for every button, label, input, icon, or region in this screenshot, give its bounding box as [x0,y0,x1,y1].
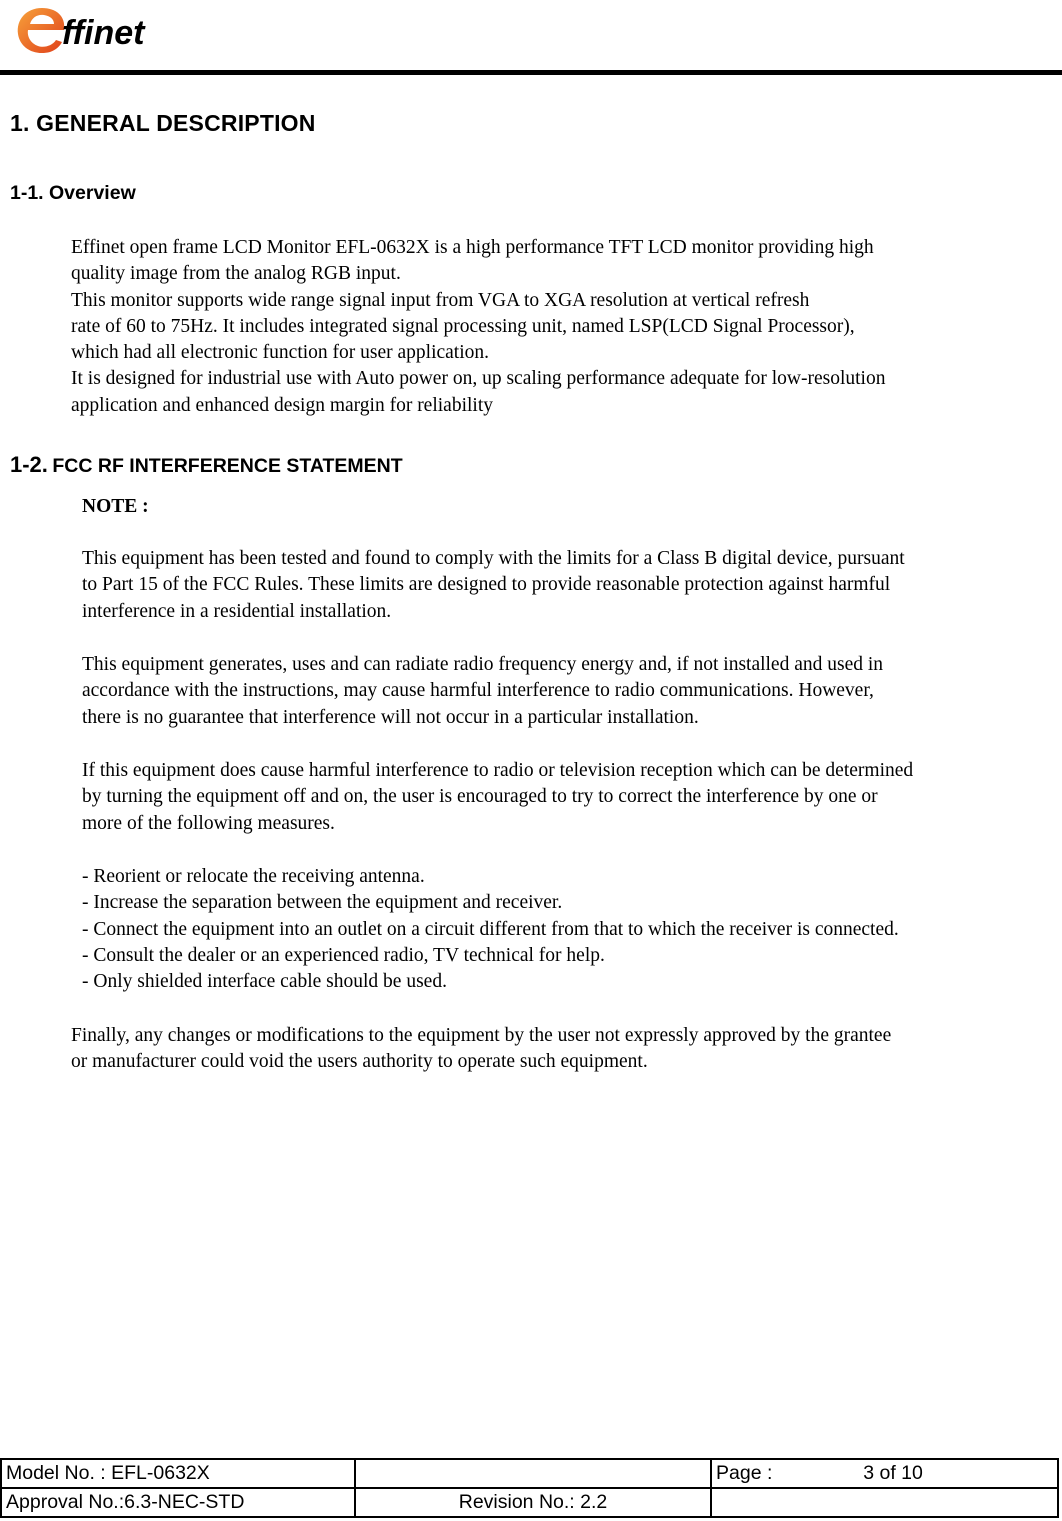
model-number: Model No. : EFL-0632X [1,1459,355,1488]
note-label: NOTE : [82,496,149,517]
list-item: - Only shielded interface cable should be used. [82,971,447,993]
text-line: accordance with the instructions, may cause harmful interference to radio communications. However, [82,680,874,702]
text-line: application and enhanced design margin for reliability [71,394,494,416]
text-line: or manufacturer could void the users authority to operate such equipment. [71,1051,648,1073]
text-line: Effinet open frame LCD Monitor EFL-0632X is a high performance TFT LCD monitor providing high [71,237,874,258]
text-line: This equipment generates, uses and can radiate radio frequency energy and, if not installed and used in [82,654,884,675]
text-line: which had all electronic function for user application. [71,342,490,364]
svg-text:ffinet: ffinet [62,14,145,52]
fcc-final-paragraph [71,1023,891,1076]
page-cell [711,1459,1058,1488]
footer-row [1,1459,1058,1488]
text-line: This monitor supports wide range signal input from VGA to XGA resolution at vertical refresh [71,289,810,311]
text-line: rate of 60 to 75Hz. It includes integrated signal processing unit, named LSP(LCD Signal Processor), [71,315,855,337]
page-label: Page : [716,1462,773,1484]
list-item: - Reorient or relocate the receiving antenna. [82,866,425,887]
fcc-paragraph-3 [82,758,913,837]
overview-paragraph [71,235,885,419]
list-item: - Consult the dealer or an experienced radio, TV technical for help. [82,944,605,966]
text-line: more of the following measures. [82,812,335,834]
effinet-logo-graphic [12,0,182,60]
text-line: interference in a residential installation. [82,600,392,622]
text-line: by turning the equipment off and on, the user is encouraged to try to correct the interference by one or [82,786,878,808]
footer-empty-cell [355,1459,711,1488]
text-line: Finally, any changes or modifications to the equipment by the user not expressly approved by the grantee [71,1025,892,1046]
text-line: It is designed for industrial use with Auto power on, up scaling performance adequate for low-resolution [71,368,886,390]
text-line: quality image from the analog RGB input. [71,263,401,285]
overview-heading: 1-1. Overview [10,182,136,204]
footer-empty-cell [711,1488,1058,1517]
list-item: - Connect the equipment into an outlet on a circuit different from that to which the receiver is connected. [82,918,899,940]
effinet-logo [12,0,182,60]
section-title: 1. GENERAL DESCRIPTION [10,110,316,136]
fcc-heading-text: FCC RF INTERFERENCE STATEMENT [52,455,403,477]
footer-table [0,1458,1059,1518]
text-line: to Part 15 of the FCC Rules. These limits are designed to provide reasonable protection against harmful [82,574,891,596]
fcc-measures-list [82,864,899,995]
footer-row [1,1488,1058,1517]
text-line: If this equipment does cause harmful interference to radio or television reception which can be determined [82,760,914,781]
approval-number: Approval No.:6.3-NEC-STD [1,1488,355,1517]
header-rule [0,70,1062,75]
fcc-heading [10,452,403,478]
revision-number: Revision No.: 2.2 [355,1488,711,1517]
fcc-heading-number: 1-2. [10,452,48,477]
fcc-paragraph-2 [82,652,883,731]
list-item: - Increase the separation between the equipment and receiver. [82,892,563,914]
page-value: 3 of 10 [863,1462,923,1484]
fcc-paragraph-1 [82,546,905,625]
text-line: there is no guarantee that interference will not occur in a particular installation. [82,706,699,728]
text-line: This equipment has been tested and found to comply with the limits for a Class B digital device, pursuant [82,548,905,569]
